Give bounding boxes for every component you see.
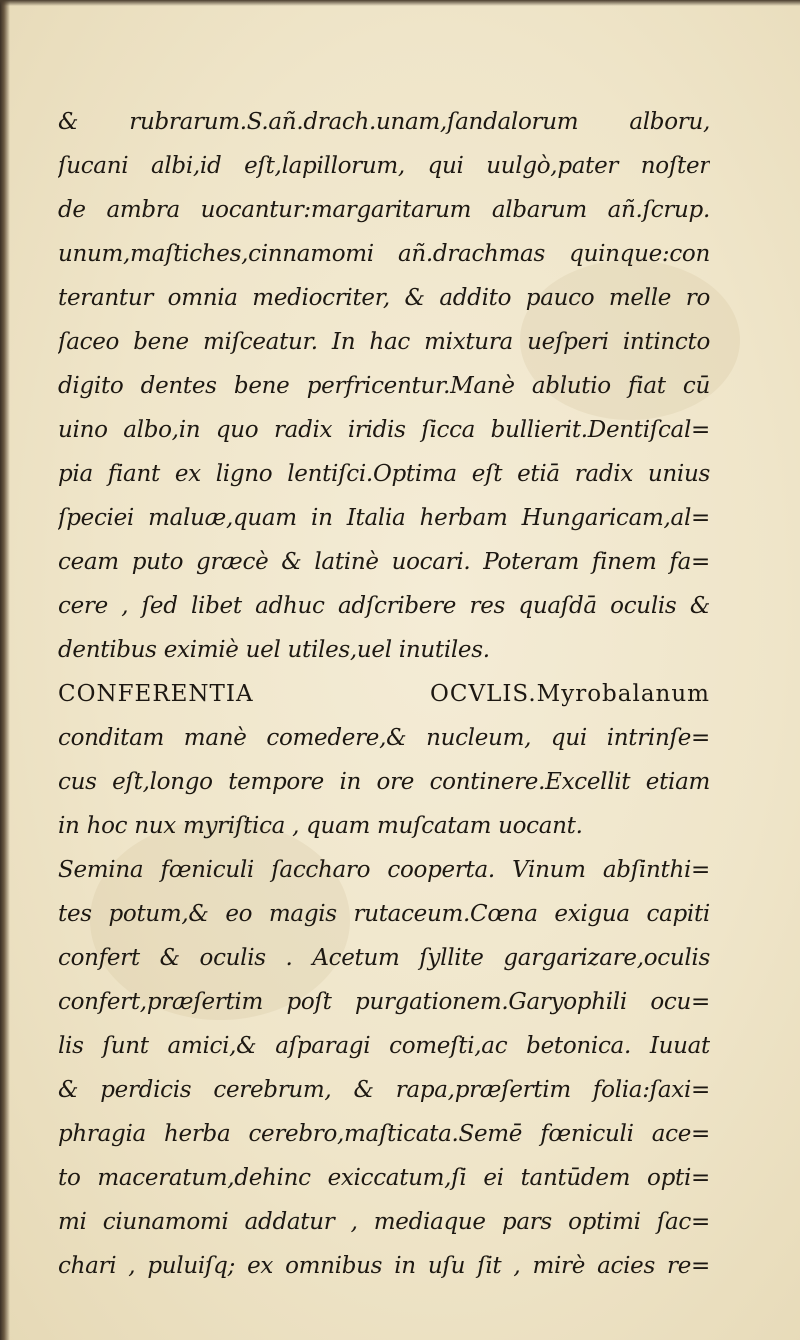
text-line: to maceratum,dehinc exiccatum,ſi ei tantūdem opti= [58,1165,710,1191]
text-line: ſucani albi,id eſt,lapillorum, qui uulgò,pater noſter [58,153,710,179]
text-line: mi ciunamomi addatur , mediaque pars optimi ſac= [58,1209,710,1235]
text-line: Semina fœniculi ſaccharo cooperta. Vinum abſinthi= [58,857,710,883]
text-line: lis ſunt amici,& aſparagi comeſti,ac betonica. Iuuat [58,1033,710,1059]
text-line: ſaceo bene miſceatur. In hac mixtura ueſperi intincto [58,329,710,355]
text-line: dentibus eximiè uel utiles,uel inutiles. [58,637,490,663]
text-line: terantur omnia mediocriter, & addito pauco melle ro [58,285,710,311]
text-line: confert,præſertim poſt purgationem.Garyophili ocu= [58,989,710,1015]
text-line: in hoc nux myriſtica , quam muſcatam uocant. [58,813,583,839]
text-line: digito dentes bene perfricentur.Manè ablutio fiat cū [58,373,710,399]
text-line: cere , ſed libet adhuc adſcribere res quaſdā oculis & [58,593,710,619]
text-line: & perdicis cerebrum, & rapa,præſertim folia:ſaxi= [58,1077,710,1103]
text-line: confert & oculis . Acetum ſyllite gargarizare,oculis [58,945,710,971]
text-line: conditam manè comedere,& nucleum, qui intrinſe= [58,725,710,751]
text-line: unum,maſtiches,cinnamomi añ.drachmas quinque:con [58,241,710,267]
text-line: & rubrarum.S.añ.drach.unam,ſandalorum alboru, [58,109,710,135]
text-line: pia fiant ex ligno lentiſci.Optima eſt etiā radix unius [58,461,710,487]
section-heading-line: CONFERENTIA OCVLIS.Myrobalanum [58,681,710,707]
text-line: ceam puto græcè & latinè uocari. Poteram finem fa= [58,549,710,575]
text-line: de ambra uocantur:margaritarum albarum añ.ſcrup. [58,197,710,223]
text-line: tes potum,& eo magis rutaceum.Cœna exigua capiti [58,901,710,927]
text-line: cus eſt,longo tempore in ore continere.Excellit etiam [58,769,710,795]
text-line: uino albo,in quo radix iridis ſicca bullierit.Dentiſcal= [58,417,710,443]
text-line: phragia herba cerebro,maſticata.Semē fœniculi ace= [58,1121,710,1147]
text-line: ſpeciei maluæ,quam in Italia herbam Hungaricam,al= [58,505,710,531]
text-line: chari , puluiſq; ex omnibus in uſu ſit , mirè acies re= [58,1253,710,1279]
